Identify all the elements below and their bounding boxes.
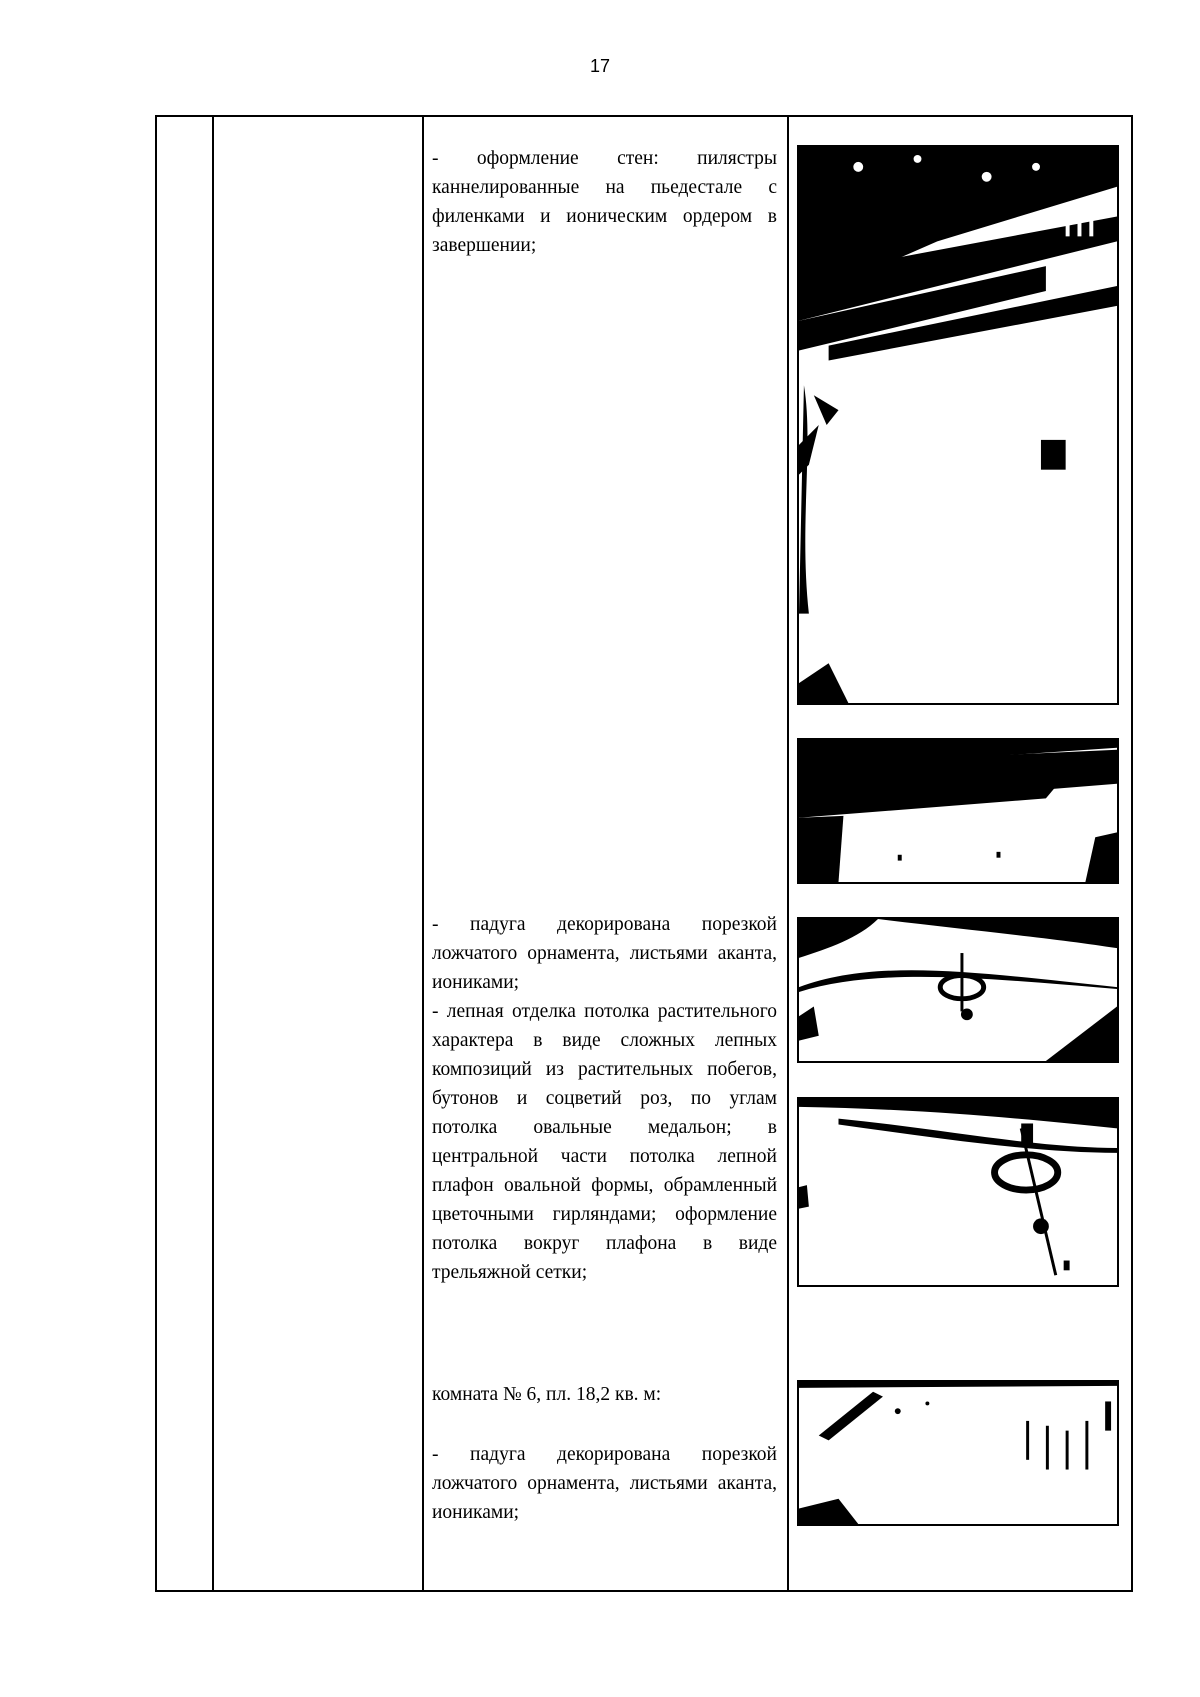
photo-cornice bbox=[797, 738, 1119, 884]
column-divider-2 bbox=[422, 117, 424, 1590]
photo-ceiling-chandelier-1 bbox=[797, 917, 1119, 1063]
photo-wall-pilasters bbox=[797, 145, 1119, 705]
walls-description: - оформление стен: пилястры каннелированные на пьедестале с филенками и ионическим ордером в завершении; bbox=[432, 148, 777, 256]
room-heading: комната № 6, пл. 18,2 кв. м: bbox=[432, 1384, 662, 1405]
paduga-description: - падуга декорирована порезкой ложчатого орнамента, листьями аканта, иониками; bbox=[432, 914, 777, 993]
ceiling-description: - лепная отделка потолка растительного характера в виде сложных лепных композиций из растительных побегов, бутонов и соцветий роз, по углам потолка овальные медальон; в центральной части потолка лепной плафон овальной формы, обрамленный цветочными гирляндами; оформление потолка вокруг плафона в виде трельяжной сетки; bbox=[432, 1001, 777, 1283]
photo-room-6-paduga bbox=[797, 1380, 1119, 1526]
page-number: 17 bbox=[589, 56, 611, 76]
column-divider-3 bbox=[787, 117, 789, 1590]
column-divider-1 bbox=[212, 117, 214, 1590]
photo-ceiling-chandelier-2 bbox=[797, 1097, 1119, 1287]
paduga-description-2: - падуга декорирована порезкой ложчатого орнамента, листьями аканта, иониками; bbox=[432, 1444, 777, 1523]
